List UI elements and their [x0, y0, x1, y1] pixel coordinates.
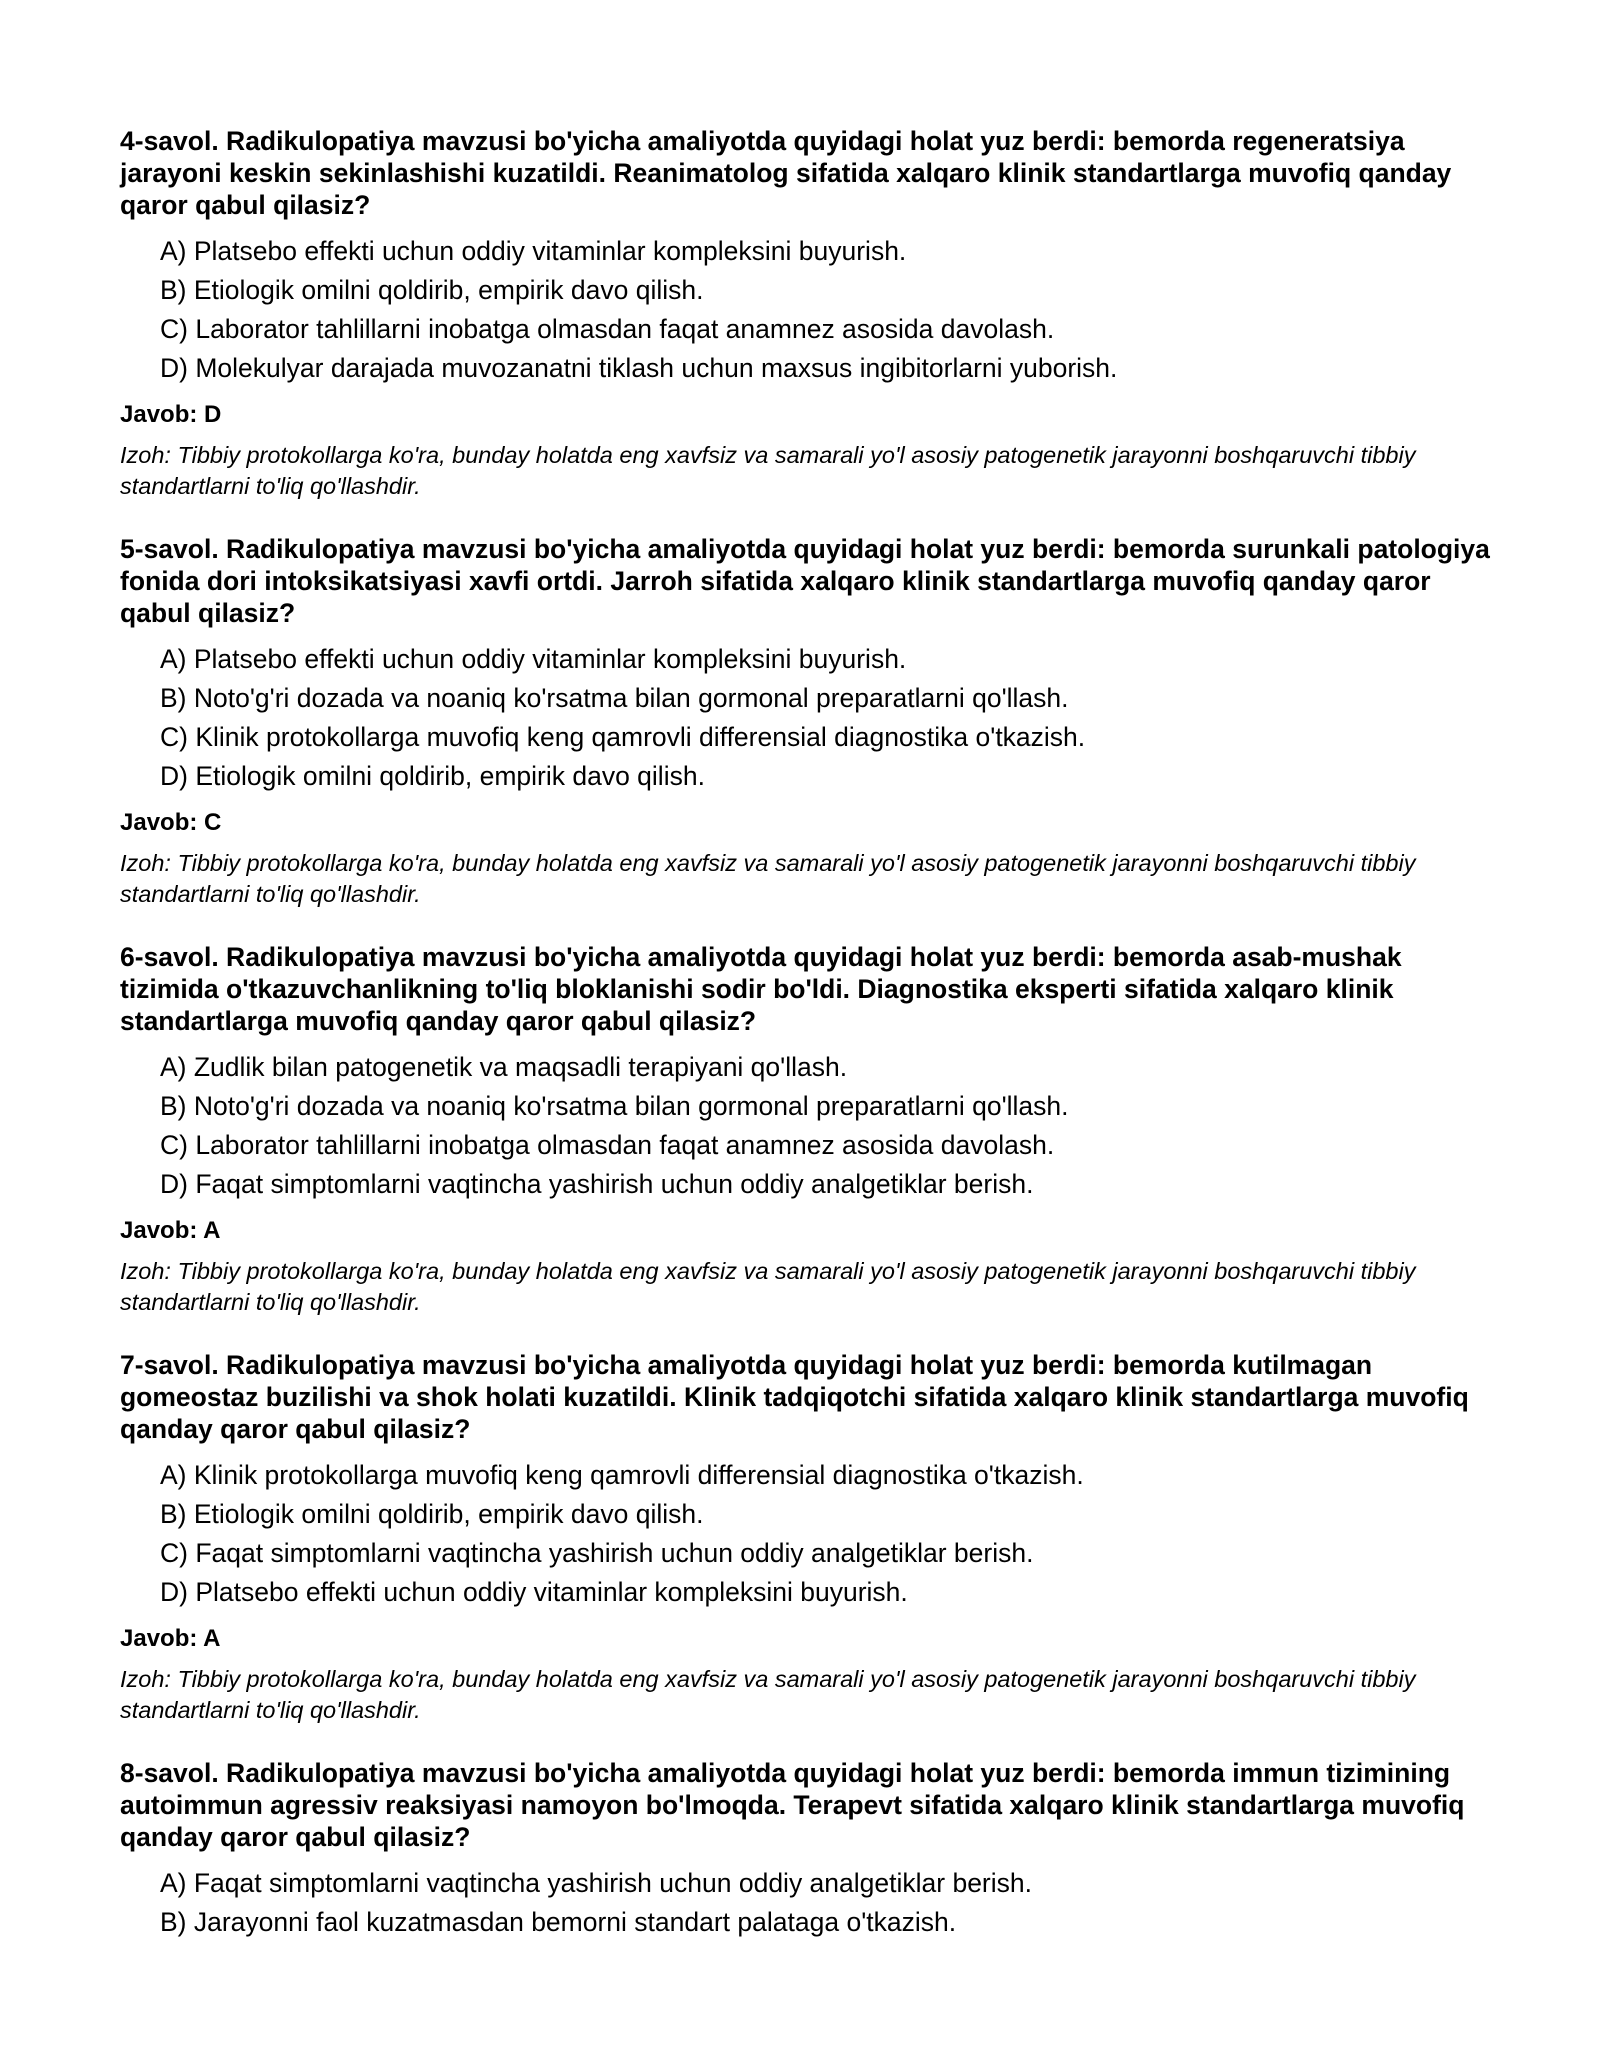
option-d: D) Molekulyar darajada muvozanatni tiklash uchun maxsus ingibitorlarni yuborish.	[160, 353, 1118, 383]
option-d: D) Faqat simptomlarni vaqtincha yashirish uchun oddiy analgetiklar berish.	[160, 1169, 1034, 1199]
option-c: C) Klinik protokollarga muvofiq keng qamrovli differensial diagnostika o'tkazish.	[160, 722, 1086, 752]
options-list	[120, 640, 1500, 796]
option-d: D) Etiologik omilni qoldirib, empirik davo qilish.	[160, 761, 705, 791]
question-text: 8-savol. Radikulopatiya mavzusi bo'yicha amaliyotda quyidagi holat yuz berdi: bemorda immun tizimining autoimmun agressiv reaksiyasi namoyon bo'lmoqda. Terapevt sifatida xalqaro klinik standartlarga muvofiq qanday qaror qabul qilasiz?	[120, 1758, 1465, 1852]
options-list	[120, 1864, 1500, 1942]
question-text: 4-savol. Radikulopatiya mavzusi bo'yicha amaliyotda quyidagi holat yuz berdi: bemorda regeneratsiya jarayoni keskin sekinlashishi kuzatildi. Reanimatolog sifatida xalqaro klinik standartlarga muvofiq qanday qaror qabul qilasiz?	[120, 126, 1452, 220]
option-b: B) Jarayonni faol kuzatmasdan bemorni standart palataga o'tkazish.	[160, 1907, 957, 1937]
question-text: 6-savol. Radikulopatiya mavzusi bo'yicha amaliyotda quyidagi holat yuz berdi: bemorda asab-mushak tizimida o'tkazuvchanlikning to'liq bloklanishi sodir bo'ldi. Diagnostika eksperti sifatida xalqaro klinik standartlarga muvofiq qanday qaror qabul qilasiz?	[120, 942, 1402, 1036]
question-block-5	[120, 533, 1500, 910]
answer-label: Javob: A	[120, 1217, 221, 1244]
explanation-note: Izoh: Tibbiy protokollarga ko'ra, bunday holatda eng xavfsiz va samarali yo'l asosiy patogenetik jarayonni boshqaruvchi tibbiy standartlarni to'liq qo'llashdir.	[120, 442, 1416, 499]
option-a: A) Zudlik bilan patogenetik va maqsadli terapiyani qo'llash.	[160, 1052, 848, 1082]
question-block-7	[120, 1349, 1500, 1726]
answer-label: Javob: D	[120, 401, 222, 428]
question-block-6	[120, 941, 1500, 1318]
option-c: C) Laborator tahlillarni inobatga olmasdan faqat anamnez asosida davolash.	[160, 1130, 1055, 1160]
options-list	[120, 1456, 1500, 1612]
option-a: A) Klinik protokollarga muvofiq keng qamrovli differensial diagnostika o'tkazish.	[160, 1460, 1084, 1490]
options-list	[120, 1048, 1500, 1204]
explanation-note: Izoh: Tibbiy protokollarga ko'ra, bunday holatda eng xavfsiz va samarali yo'l asosiy patogenetik jarayonni boshqaruvchi tibbiy standartlarni to'liq qo'llashdir.	[120, 1666, 1416, 1723]
option-b: B) Etiologik omilni qoldirib, empirik davo qilish.	[160, 1499, 704, 1529]
option-d: D) Platsebo effekti uchun oddiy vitaminlar kompleksini buyurish.	[160, 1577, 908, 1607]
answer-label: Javob: C	[120, 809, 222, 836]
option-a: A) Platsebo effekti uchun oddiy vitaminlar kompleksini buyurish.	[160, 236, 907, 266]
answer-label: Javob: A	[120, 1625, 221, 1652]
option-c: C) Laborator tahlillarni inobatga olmasdan faqat anamnez asosida davolash.	[160, 314, 1055, 344]
option-a: A) Faqat simptomlarni vaqtincha yashirish uchun oddiy analgetiklar berish.	[160, 1868, 1032, 1898]
option-b: B) Noto'g'ri dozada va noaniq ko'rsatma bilan gormonal preparatlarni qo'llash.	[160, 683, 1069, 713]
question-block-4	[120, 125, 1500, 502]
explanation-note: Izoh: Tibbiy protokollarga ko'ra, bunday holatda eng xavfsiz va samarali yo'l asosiy patogenetik jarayonni boshqaruvchi tibbiy standartlarni to'liq qo'llashdir.	[120, 850, 1416, 907]
option-b: B) Noto'g'ri dozada va noaniq ko'rsatma bilan gormonal preparatlarni qo'llash.	[160, 1091, 1069, 1121]
question-text: 5-savol. Radikulopatiya mavzusi bo'yicha amaliyotda quyidagi holat yuz berdi: bemorda surunkali patologiya fonida dori intoksikatsiyasi xavfi ortdi. Jarroh sifatida xalqaro klinik standartlarga muvofiq qanday qaror qabul qilasiz?	[120, 534, 1490, 628]
options-list	[120, 232, 1500, 388]
explanation-note: Izoh: Tibbiy protokollarga ko'ra, bunday holatda eng xavfsiz va samarali yo'l asosiy patogenetik jarayonni boshqaruvchi tibbiy standartlarni to'liq qo'llashdir.	[120, 1258, 1416, 1315]
question-text: 7-savol. Radikulopatiya mavzusi bo'yicha amaliyotda quyidagi holat yuz berdi: bemorda kutilmagan gomeostaz buzilishi va shok holati kuzatildi. Klinik tadqiqotchi sifatida xalqaro klinik standartlarga muvofiq qanday qaror qabul qilasiz?	[120, 1350, 1469, 1444]
option-b: B) Etiologik omilni qoldirib, empirik davo qilish.	[160, 275, 704, 305]
option-c: C) Faqat simptomlarni vaqtincha yashirish uchun oddiy analgetiklar berish.	[160, 1538, 1034, 1568]
question-block-8	[120, 1757, 1500, 1942]
option-a: A) Platsebo effekti uchun oddiy vitaminlar kompleksini buyurish.	[160, 644, 907, 674]
